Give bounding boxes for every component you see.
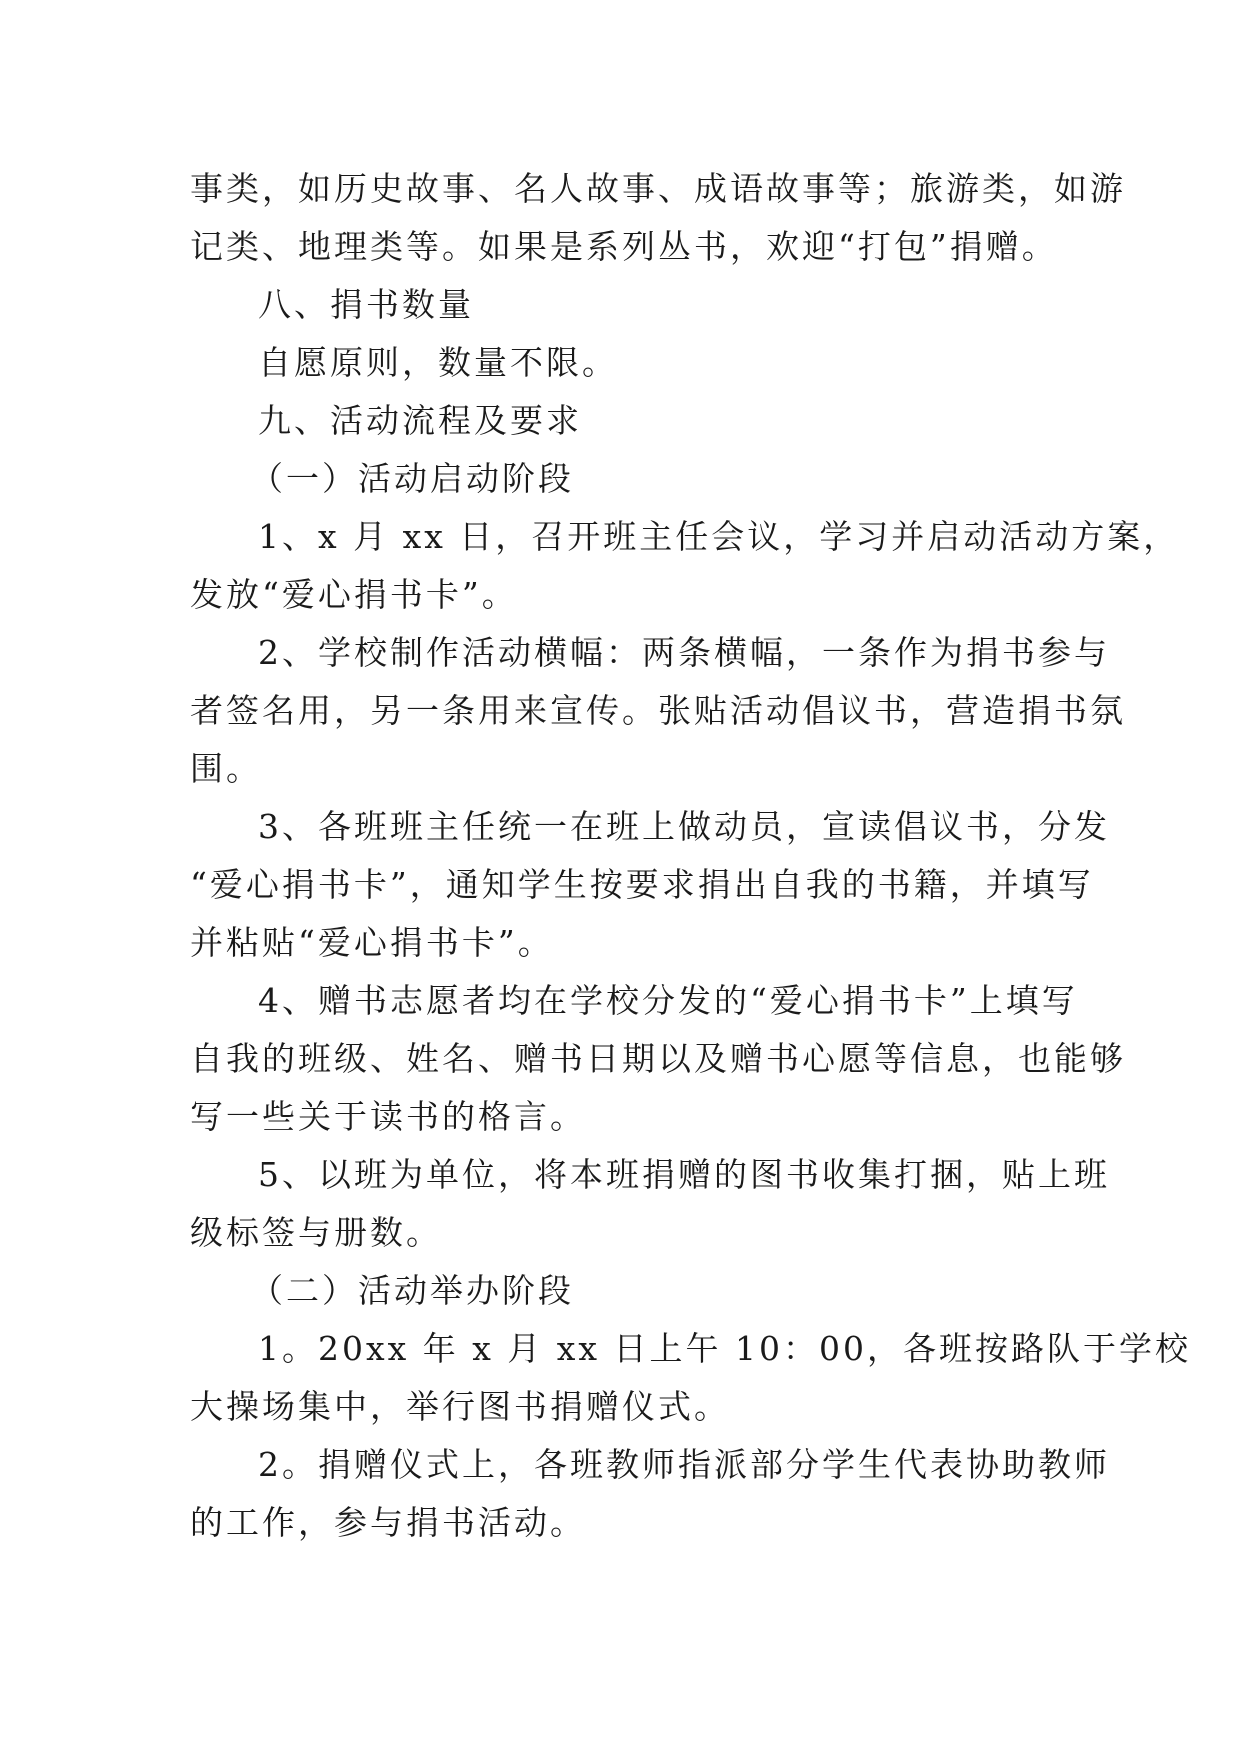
subsection-heading: （二）活动举办阶段 [250, 1271, 574, 1310]
paragraph-line: 的工作，参与捐书活动。 [190, 1503, 586, 1542]
paragraph-line: 围。 [190, 749, 262, 788]
paragraph-line: 级标签与册数。 [190, 1213, 442, 1252]
section-heading: 八、捐书数量 [258, 285, 474, 324]
paragraph-line: 5、以班为单位，将本班捐赠的图书收集打捆，贴上班 [258, 1155, 1110, 1194]
paragraph-line: 写一些关于读书的格言。 [190, 1097, 586, 1136]
paragraph-line: 2。捐赠仪式上，各班教师指派部分学生代表协助教师 [258, 1445, 1110, 1484]
paragraph-line: 大操场集中，举行图书捐赠仪式。 [190, 1387, 730, 1426]
subsection-heading: （一）活动启动阶段 [250, 459, 574, 498]
paragraph-line: 并粘贴“爱心捐书卡”。 [190, 923, 554, 962]
section-heading: 九、活动流程及要求 [258, 401, 582, 440]
paragraph-line: 者签名用，另一条用来宣传。张贴活动倡议书，营造捐书氛 [190, 691, 1126, 730]
paragraph-line: 自愿原则，数量不限。 [258, 343, 618, 382]
paragraph-line: “爱心捐书卡”，通知学生按要求捐出自我的书籍，并填写 [190, 865, 1094, 904]
paragraph-line: 1、x 月 xx 日，召开班主任会议，学习并启动活动方案， [258, 517, 1180, 556]
paragraph-line: 记类、地理类等。如果是系列丛书，欢迎“打包”捐赠。 [190, 227, 1058, 266]
paragraph-line: 自我的班级、姓名、赠书日期以及赠书心愿等信息，也能够 [190, 1039, 1126, 1078]
document-body [190, 160, 1191, 1552]
paragraph-line: 发放“爱心捐书卡”。 [190, 575, 518, 614]
paragraph-line: 3、各班班主任统一在班上做动员，宣读倡议书，分发 [258, 807, 1110, 846]
paragraph-line: 4、赠书志愿者均在学校分发的“爱心捐书卡”上填写 [258, 981, 1078, 1020]
paragraph-line: 事类，如历史故事、名人故事、成语故事等；旅游类，如游 [190, 169, 1126, 208]
paragraph-line: 1。20xx 年 x 月 xx 日上午 10：00，各班按路队于学校 [258, 1329, 1191, 1368]
paragraph-line: 2、学校制作活动横幅：两条横幅，一条作为捐书参与 [258, 633, 1110, 672]
